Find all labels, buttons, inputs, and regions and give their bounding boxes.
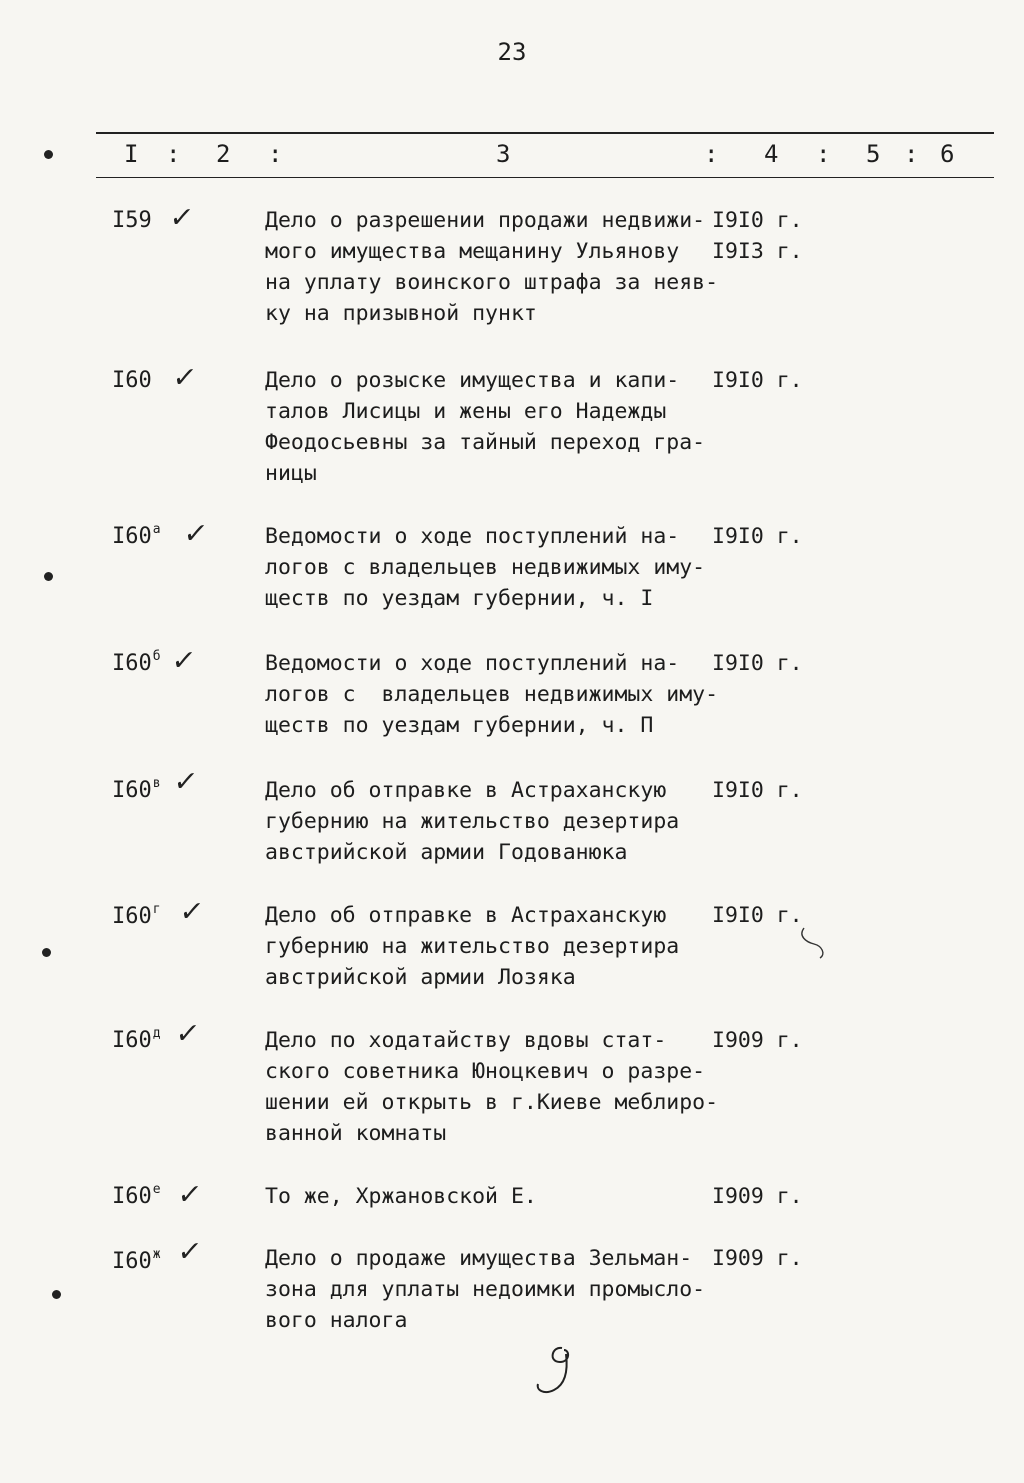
checkmark-icon: ✓ (177, 1231, 202, 1269)
entry-years: I9I0 г. (712, 651, 803, 676)
column-header-3: 3 (496, 140, 511, 168)
entry-number: I59 (112, 208, 152, 233)
column-separator: : (816, 140, 831, 168)
entry-description: Дело о розыске имущества и капи- талов Лисицы и жены его Надежды Феодосьевны за тайный переход гра- ницы (265, 368, 706, 486)
checkmark-icon: ✓ (171, 640, 196, 678)
checkmark-icon: ✓ (173, 761, 198, 799)
entry-description: Дело об отправке в Астраханскую губернию на жительство дезертира австрийской армии Годованюка (265, 778, 680, 865)
entry-number: $I60^г$ (112, 902, 161, 929)
entry-description: Ведомости о ходе поступлений на- логов с владельцев недвижимых иму- ществ по уездам губернии, ч. I (265, 524, 706, 611)
entry-number: I60 (112, 368, 152, 393)
punch-hole-icon (52, 1290, 61, 1299)
column-separator: : (166, 140, 181, 168)
entry-description: Дело о продаже имущества Зельман- зона для уплаты недоимки промысло- вого налога (265, 1246, 706, 1333)
punch-hole-icon (44, 150, 53, 159)
entry-years: I9I0 г. I9I3 г. (712, 208, 803, 264)
entry-years: I9I0 г. (712, 368, 803, 393)
entry-number: $I60^ж$ (112, 1247, 161, 1274)
entry-years: I909 г. (712, 1184, 803, 1209)
entry-description: Дело об отправке в Астраханскую губернию на жительство дезертира австрийской армии Лозяка (265, 903, 680, 990)
column-separator: : (704, 140, 719, 168)
entry-years: I909 г. (712, 1246, 803, 1271)
checkmark-icon: ✓ (177, 1174, 202, 1212)
handwritten-signature-icon (530, 1340, 590, 1400)
entry-description: Ведомости о ходе поступлений на- логов с владельцев недвижимых иму- ществ по уездам губернии, ч. П (265, 651, 719, 738)
entry-number: $I60^б$ (112, 649, 161, 676)
entry-years: I9I0 г. (712, 524, 803, 549)
column-header-2: 2 (216, 140, 231, 168)
checkmark-icon: ✓ (172, 357, 197, 395)
checkmark-icon: ✓ (179, 891, 204, 929)
entry-number: $I60^а$ (112, 522, 161, 549)
header-bottom-rule (96, 177, 994, 178)
column-separator: : (904, 140, 919, 168)
column-header-5: 5 (866, 140, 881, 168)
entry-number: $I60^е$ (112, 1182, 161, 1209)
entry-description: Дело по ходатайству вдовы стат- ского советника Юноцкевич о разре- шении ей открыть в г.Киеве меблиро- ванной комнаты (265, 1028, 719, 1146)
column-header-4: 4 (764, 140, 779, 168)
entry-years: I9I0 г. (712, 778, 803, 803)
entry-description: Дело о разрешении продажи недвижи- мого имущества мещанину Ульянову на уплату воинского штрафа за неяв- ку на призывной пункт (265, 208, 719, 326)
entry-years: I909 г. (712, 1028, 803, 1053)
column-header-1: I (124, 140, 139, 168)
page-number: 23 (497, 38, 527, 66)
column-header-6: 6 (940, 140, 955, 168)
punch-hole-icon (44, 572, 53, 581)
entry-number: $I60^в$ (112, 776, 161, 803)
header-top-rule (96, 132, 994, 134)
entry-years: I9I0 г. (712, 903, 803, 928)
punch-hole-icon (42, 948, 51, 957)
column-separator: : (268, 140, 283, 168)
checkmark-icon: ✓ (183, 513, 208, 551)
entry-number: $I60^д$ (112, 1026, 161, 1053)
checkmark-icon: ✓ (169, 197, 194, 235)
checkmark-icon: ✓ (175, 1013, 200, 1051)
entry-description: То же, Хржановской Е. (265, 1184, 537, 1209)
pencil-mark-icon (796, 922, 836, 962)
